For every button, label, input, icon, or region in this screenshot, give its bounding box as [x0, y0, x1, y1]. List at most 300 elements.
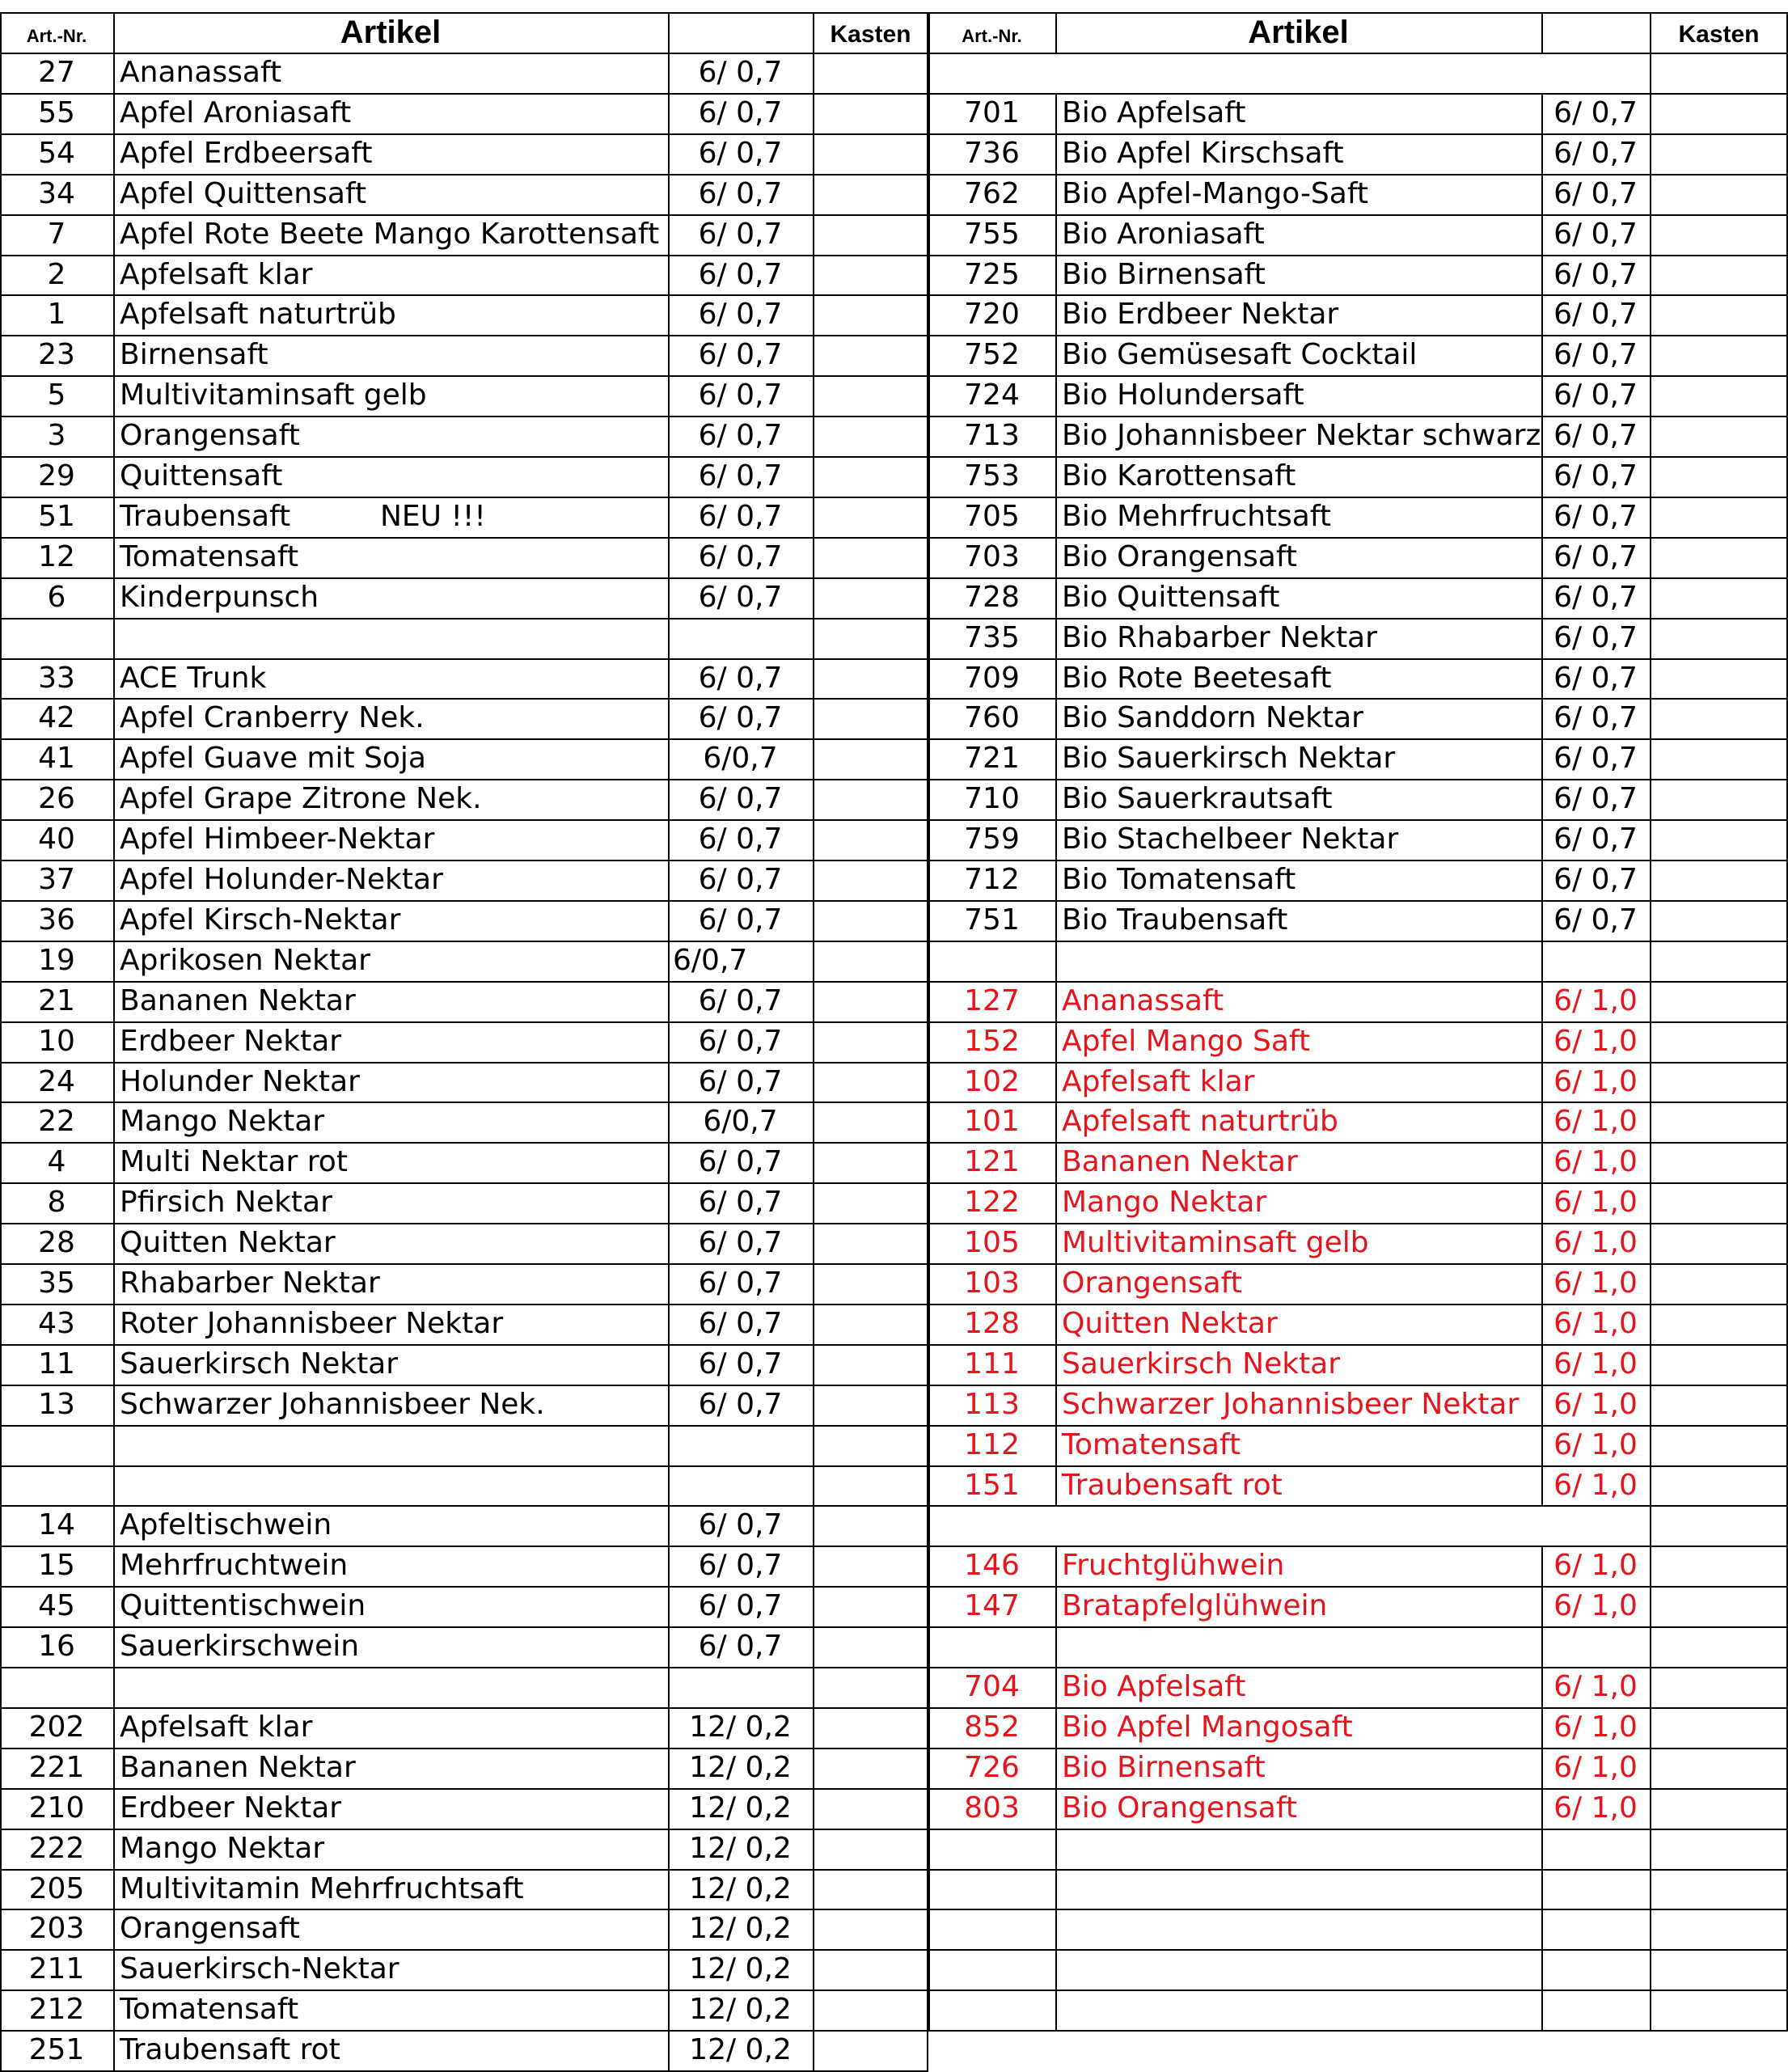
pack-cell [668, 1465, 813, 1506]
grid-line [1055, 214, 1057, 255]
pack-cell: 6/ 1,0 [1553, 1751, 1638, 1784]
art-nr-cell: 36 [38, 903, 75, 937]
grid-line [1055, 860, 1057, 900]
artikel-cell [1062, 53, 1540, 93]
art-nr-cell: 19 [38, 944, 75, 977]
pack-cell: 6/ 0,7 [1553, 338, 1638, 371]
art-nr-cell: 42 [38, 701, 75, 734]
pack-cell: 6/ 1,0 [1553, 1549, 1638, 1582]
pack-cell [1541, 941, 1650, 981]
artikel-cell: Apfelsaft naturtrüb [120, 298, 396, 331]
pack-cell: 6/ 0,7 [1553, 137, 1638, 170]
pack-cell: 6/ 1,0 [1553, 1065, 1638, 1098]
art-nr-cell [0, 618, 113, 658]
art-nr-cell: 728 [964, 581, 1020, 614]
art-nr-cell: 704 [964, 1670, 1020, 1703]
artikel-cell: Bananen Nektar [120, 1751, 356, 1784]
artikel-cell: Bio Sauerkrautsaft [1062, 782, 1333, 815]
pack-cell [1541, 1990, 1650, 2030]
artikel-cell: Bio Holundersaft [1062, 378, 1304, 412]
pack-cell: 6/ 0,7 [1553, 540, 1638, 573]
artikel-cell: Sauerkirsch Nektar [120, 1347, 399, 1381]
art-nr-cell: 24 [38, 1065, 75, 1098]
grid-line [813, 12, 814, 2070]
art-nr-cell: 759 [964, 822, 1020, 856]
art-nr-cell: 212 [28, 1993, 85, 2026]
art-nr-cell: 101 [964, 1105, 1020, 1138]
pack-cell: 12/ 0,2 [689, 1912, 792, 1945]
pack-cell: 6/ 0,7 [1553, 177, 1638, 210]
art-nr-cell: 111 [964, 1347, 1020, 1381]
header-artikel-right: Artikel [1248, 15, 1349, 50]
pack-cell: 6/ 1,0 [1553, 1428, 1638, 1461]
grid-line [113, 12, 115, 2070]
pack-cell [1541, 1909, 1650, 1949]
artikel-cell: Apfel Mango Saft [1062, 1025, 1311, 1058]
art-nr-cell: 211 [28, 1952, 85, 1985]
artikel-cell: Bio Apfelsaft [1062, 96, 1246, 129]
pack-cell [668, 1425, 813, 1465]
artikel-cell: Bio Tomatensaft [1062, 863, 1296, 896]
pack-cell: 6/ 0,7 [698, 903, 783, 937]
art-nr-cell: 112 [964, 1428, 1020, 1461]
pack-cell: 6/ 0,7 [1553, 298, 1638, 331]
pack-cell: 6/ 1,0 [1553, 984, 1638, 1017]
grid-line [1055, 819, 1057, 860]
pack-cell: 6/ 0,7 [1553, 218, 1638, 251]
art-nr-cell: 735 [964, 621, 1020, 654]
art-nr-cell: 709 [964, 662, 1020, 695]
pack-cell: 6/ 0,7 [1553, 621, 1638, 654]
pack-cell: 6/ 1,0 [1553, 1105, 1638, 1138]
artikel-cell: Bio Quittensaft [1062, 581, 1280, 614]
pack-cell [1541, 1869, 1650, 1909]
art-nr-cell: 720 [964, 298, 1020, 331]
pack-cell: 6/ 0,7 [698, 338, 783, 371]
art-nr-cell [928, 1949, 1055, 1990]
artikel-cell: Bio Traubensaft [1062, 903, 1288, 937]
pack-cell: 6/ 0,7 [698, 581, 783, 614]
artikel-cell: Rhabarber Nektar [120, 1266, 380, 1300]
pack-cell: 6/ 0,7 [1553, 782, 1638, 815]
artikel-cell: Ananassaft [120, 56, 282, 89]
pack-cell: 6/ 0,7 [698, 1508, 783, 1541]
grid-line [1055, 93, 1057, 133]
artikel-cell: Apfel Himbeer-Nektar [120, 822, 435, 856]
pack-cell: 6/ 0,7 [698, 662, 783, 695]
grid-line [1055, 1062, 1057, 1102]
grid-line [1055, 1586, 1057, 1626]
artikel-cell: Schwarzer Johannisbeer Nek. [120, 1388, 545, 1421]
art-nr-cell: 4 [47, 1145, 66, 1178]
artikel-cell: Mango Nektar [120, 1832, 325, 1865]
pack-cell: 6/ 0,7 [698, 218, 783, 251]
pack-cell: 6/ 1,0 [1553, 1791, 1638, 1825]
art-nr-cell: 210 [28, 1791, 85, 1825]
grid-line [1055, 1263, 1057, 1304]
artikel-cell: Apfel Holunder-Nektar [120, 863, 443, 896]
art-nr-cell [928, 1909, 1055, 1949]
artikel-cell: Apfel Aroniasaft [120, 96, 352, 129]
pack-cell: 6/ 0,7 [698, 177, 783, 210]
grid-line [1055, 375, 1057, 416]
pack-cell: 6/ 1,0 [1553, 1469, 1638, 1502]
art-nr-cell: 27 [38, 56, 75, 89]
art-nr-cell: 147 [964, 1589, 1020, 1622]
art-nr-cell: 221 [28, 1751, 85, 1784]
pack-cell: 6/ 0,7 [1553, 378, 1638, 412]
pack-cell: 12/ 0,2 [689, 1710, 792, 1744]
pack-cell: 6/ 0,7 [698, 1388, 783, 1421]
artikel-cell: Apfel Cranberry Nek. [120, 701, 425, 734]
artikel-cell: Apfelsaft klar [1062, 1065, 1255, 1098]
artikel-cell [1062, 1869, 1540, 1909]
artikel-cell: Pfirsich Nektar [120, 1186, 332, 1219]
artikel-cell: Mango Nektar [120, 1105, 325, 1138]
artikel-cell: Bio Birnensaft [1062, 1751, 1266, 1784]
artikel-cell: Birnensaft [120, 338, 268, 371]
pack-cell: 6/ 0,7 [1553, 419, 1638, 452]
pack-cell: 6/ 0,7 [698, 701, 783, 734]
grid-line [1055, 1909, 1057, 1949]
pack-cell: 6/ 0,7 [698, 500, 783, 533]
pack-cell: 6/ 0,7 [698, 378, 783, 412]
art-nr-cell: 21 [38, 984, 75, 1017]
grid-line [1055, 1465, 1057, 1506]
header-art-nr-right: Art.-Nr. [962, 26, 1022, 46]
pack-cell: 6/ 0,7 [698, 822, 783, 856]
artikel-cell: Multivitaminsaft gelb [120, 378, 427, 412]
pack-cell: 6/ 0,7 [698, 782, 783, 815]
grid-line [1055, 981, 1057, 1021]
grid-line [1055, 174, 1057, 214]
art-nr-cell: 23 [38, 338, 75, 371]
pack-cell: 6/ 0,7 [1553, 903, 1638, 937]
grid-line [1055, 1990, 1057, 2030]
pack-cell: 6/ 0,7 [698, 419, 783, 452]
art-nr-cell: 37 [38, 863, 75, 896]
artikel-cell: Bio Apfel Mangosaft [1062, 1710, 1353, 1744]
pack-cell: 6/ 0,7 [1553, 701, 1638, 734]
grid-line [1055, 1385, 1057, 1425]
pack-cell: 12/ 0,2 [689, 1952, 792, 1985]
art-nr-cell: 762 [964, 177, 1020, 210]
art-nr-cell [928, 1869, 1055, 1909]
pack-cell: 6/ 0,7 [698, 1347, 783, 1381]
art-nr-cell: 710 [964, 782, 1020, 815]
pack-cell: 6/ 1,0 [1553, 1710, 1638, 1744]
artikel-cell: Bio Apfel-Mango-Saft [1062, 177, 1369, 210]
art-nr-cell: 8 [47, 1186, 66, 1219]
art-nr-cell: 34 [38, 177, 75, 210]
pack-cell: 6/ 0,7 [698, 1186, 783, 1219]
grid-line [1055, 900, 1057, 941]
artikel-cell: Bananen Nektar [120, 984, 356, 1017]
grid-line [1055, 1626, 1057, 1667]
art-nr-cell: 721 [964, 742, 1020, 775]
art-nr-cell [928, 1829, 1055, 1869]
artikel-cell: Sauerkirsch Nektar [1062, 1347, 1341, 1381]
pack-cell: 6/ 1,0 [1553, 1186, 1638, 1219]
pack-cell: 6/ 0,7 [698, 298, 783, 331]
art-nr-cell: 852 [964, 1710, 1020, 1744]
artikel-cell: Erdbeer Nektar [120, 1791, 342, 1825]
pack-cell: 6/ 0,7 [698, 258, 783, 291]
art-nr-cell: 15 [38, 1549, 75, 1582]
art-nr-cell [0, 1465, 113, 1506]
art-nr-cell: 151 [964, 1469, 1020, 1502]
artikel-cell: Quittensaft [120, 459, 283, 493]
header-kasten-left: Kasten [830, 21, 911, 48]
artikel-cell: Bio Karottensaft [1062, 459, 1296, 493]
art-nr-cell [0, 1667, 113, 1707]
grid-line [1055, 1304, 1057, 1344]
grid-line [1055, 1667, 1057, 1707]
pack-cell: 6/ 0,7 [1553, 500, 1638, 533]
art-nr-cell: 705 [964, 500, 1020, 533]
header-art-nr-left: Art.-Nr. [26, 26, 87, 46]
pack-cell: 6/ 0,7 [1553, 742, 1638, 775]
art-nr-cell: 205 [28, 1872, 85, 1905]
art-nr-cell: 725 [964, 258, 1020, 291]
grid-line [1055, 779, 1057, 819]
art-nr-cell: 45 [38, 1589, 75, 1622]
grid-line [1055, 1102, 1057, 1142]
artikel-cell: Bio Sauerkirsch Nektar [1062, 742, 1396, 775]
artikel-cell: Orangensaft [120, 1912, 300, 1945]
art-nr-cell [0, 1425, 113, 1465]
art-nr-cell: 203 [28, 1912, 85, 1945]
art-nr-cell: 121 [964, 1145, 1020, 1178]
grid-line [1055, 941, 1057, 981]
artikel-cell: Bio Apfelsaft [1062, 1670, 1246, 1703]
grid-line [928, 2030, 1788, 2032]
pack-cell: 6/ 0,7 [698, 1630, 783, 1663]
artikel-cell: Apfeltischwein [120, 1508, 332, 1541]
art-nr-cell: 713 [964, 419, 1020, 452]
pack-cell: 6/ 0,7 [698, 1589, 783, 1622]
art-nr-cell: 127 [964, 984, 1020, 1017]
art-nr-cell: 202 [28, 1710, 85, 1744]
grid-line [1055, 1707, 1057, 1748]
art-nr-cell: 736 [964, 137, 1020, 170]
artikel-cell: ACE Trunk [120, 662, 267, 695]
grid-line [1055, 456, 1057, 497]
art-nr-cell: 28 [38, 1226, 75, 1259]
pack-cell: 6/ 0,7 [698, 863, 783, 896]
pack-cell: 6/ 0,7 [698, 1307, 783, 1340]
art-nr-cell: 701 [964, 96, 1020, 129]
art-nr-cell [928, 1990, 1055, 2030]
artikel-cell: Holunder Nektar [120, 1065, 360, 1098]
grid-line [1055, 658, 1057, 699]
art-nr-cell [928, 941, 1055, 981]
artikel-cell [1062, 1829, 1540, 1869]
pack-cell: 6/ 1,0 [1553, 1025, 1638, 1058]
pack-cell: 12/ 0,2 [689, 2033, 792, 2066]
art-nr-cell: 35 [38, 1266, 75, 1300]
artikel-cell: Multivitamin Mehrfruchtsaft [120, 1872, 524, 1905]
pack-cell: 6/ 0,7 [698, 96, 783, 129]
pack-cell: 6/ 0,7 [1553, 459, 1638, 493]
artikel-cell: Apfel Rote Beete Mango Karottensaft [120, 218, 660, 251]
artikel-cell: Traubensaft rot [120, 2033, 340, 2066]
artikel-cell: Bio Rote Beetesaft [1062, 662, 1332, 695]
art-nr-cell: 751 [964, 903, 1020, 937]
art-nr-cell: 16 [38, 1630, 75, 1663]
grid-line [1055, 1869, 1057, 1909]
art-nr-cell: 51 [38, 500, 75, 533]
artikel-cell: Mehrfruchtwein [120, 1549, 349, 1582]
pack-cell: 6/ 1,0 [1553, 1226, 1638, 1259]
artikel-cell [120, 1667, 666, 1707]
art-nr-cell: 753 [964, 459, 1020, 493]
pack-cell [1541, 1626, 1650, 1667]
art-nr-cell: 222 [28, 1832, 85, 1865]
artikel-cell: Traubensaft rot [1062, 1469, 1283, 1502]
grid-line [1055, 416, 1057, 456]
art-nr-cell [928, 1505, 1055, 1546]
grid-line [1055, 294, 1057, 335]
artikel-cell: Orangensaft [1062, 1266, 1242, 1300]
pack-cell [1541, 1505, 1650, 1546]
pack-cell: 6/ 0,7 [698, 1145, 783, 1178]
art-nr-cell: 724 [964, 378, 1020, 412]
artikel-cell: Quitten Nektar [120, 1226, 336, 1259]
artikel-cell: Bio Apfel Kirschsaft [1062, 137, 1344, 170]
art-nr-cell: 752 [964, 338, 1020, 371]
artikel-cell: Bio Sanddorn Nektar [1062, 701, 1363, 734]
artikel-cell [1062, 1949, 1540, 1990]
pack-cell: 6/0,7 [673, 944, 748, 977]
artikel-cell: Fruchtglühwein [1062, 1549, 1285, 1582]
art-nr-cell: 40 [38, 822, 75, 856]
pack-cell: 6/ 0,7 [698, 1025, 783, 1058]
pack-cell: 6/ 0,7 [698, 984, 783, 1017]
artikel-cell: Tomatensaft [1062, 1428, 1241, 1461]
artikel-cell [1062, 1990, 1540, 2030]
pack-cell [668, 618, 813, 658]
pack-cell [668, 1667, 813, 1707]
grid-line [1055, 1182, 1057, 1223]
grid-line [1055, 1425, 1057, 1465]
pack-cell: 6/0,7 [703, 1105, 778, 1138]
grid-line [1055, 335, 1057, 375]
art-nr-cell: 14 [38, 1508, 75, 1541]
art-nr-cell: 122 [964, 1186, 1020, 1219]
artikel-cell [120, 618, 666, 658]
pack-cell: 6/ 0,7 [698, 56, 783, 89]
grid-line [1055, 1748, 1057, 1788]
pack-cell: 6/ 0,7 [1553, 581, 1638, 614]
artikel-cell: Tomatensaft [120, 1993, 299, 2026]
artikel-cell: Apfel Quittensaft [120, 177, 367, 210]
grid-line [1541, 12, 1543, 53]
artikel-cell: Roter Johannisbeer Nektar [120, 1307, 504, 1340]
artikel-cell: Apfel Grape Zitrone Nek. [120, 782, 482, 815]
art-nr-cell [928, 53, 1055, 93]
grid-line [1055, 1788, 1057, 1829]
pack-cell: 6/ 1,0 [1553, 1589, 1638, 1622]
pack-cell: 6/ 1,0 [1553, 1266, 1638, 1300]
artikel-cell: Traubensaft [120, 500, 291, 533]
art-nr-cell: 803 [964, 1791, 1020, 1825]
art-nr-cell: 726 [964, 1751, 1020, 1784]
artikel-cell: Bio Stachelbeer Nektar [1062, 822, 1399, 856]
pack-cell: 6/ 0,7 [698, 1266, 783, 1300]
grid-line [1055, 738, 1057, 779]
artikel-cell [1062, 1909, 1540, 1949]
artikel-cell: Bio Gemüsesaft Cocktail [1062, 338, 1418, 371]
pack-cell: 6/ 0,7 [698, 1065, 783, 1098]
artikel-cell: Sauerkirsch-Nektar [120, 1952, 399, 1985]
art-nr-cell: 712 [964, 863, 1020, 896]
grid-line [1055, 1142, 1057, 1182]
artikel-cell [1062, 941, 1540, 981]
pack-cell: 12/ 0,2 [689, 1791, 792, 1825]
pack-cell: 6/ 0,7 [698, 1549, 783, 1582]
art-nr-cell: 54 [38, 137, 75, 170]
art-nr-cell [928, 1626, 1055, 1667]
art-nr-cell: 146 [964, 1549, 1020, 1582]
art-nr-cell: 43 [38, 1307, 75, 1340]
artikel-cell: Apfelsaft naturtrüb [1062, 1105, 1338, 1138]
art-nr-cell: 29 [38, 459, 75, 493]
pack-cell [1541, 1829, 1650, 1869]
artikel-cell [120, 1425, 666, 1465]
grid-line [1055, 698, 1057, 738]
artikel-cell: Aprikosen Nektar [120, 944, 370, 977]
artikel-cell [120, 1465, 666, 1506]
pack-cell: 6/ 0,7 [1553, 96, 1638, 129]
header-artikel-left: Artikel [340, 15, 442, 50]
pack-cell: 6/ 0,7 [698, 540, 783, 573]
artikel-cell: Bio Johannisbeer Nektar schwarz [1062, 419, 1541, 452]
art-nr-cell: 152 [964, 1025, 1020, 1058]
pack-cell: 6/ 1,0 [1553, 1388, 1638, 1421]
art-nr-cell: 13 [38, 1388, 75, 1421]
art-nr-cell: 1 [47, 298, 66, 331]
art-nr-cell: 33 [38, 662, 75, 695]
art-nr-cell: 105 [964, 1226, 1020, 1259]
pack-cell: 6/ 0,7 [1553, 258, 1638, 291]
pack-cell: 12/ 0,2 [689, 1872, 792, 1905]
art-nr-cell: 3 [47, 419, 66, 452]
artikel-cell: Bratapfelglühwein [1062, 1589, 1328, 1622]
art-nr-cell: 7 [47, 218, 66, 251]
grid-line [1055, 1223, 1057, 1263]
artikel-cell: Multivitaminsaft gelb [1062, 1226, 1369, 1259]
grid-line [1055, 497, 1057, 537]
grid-line [1055, 537, 1057, 577]
pack-cell: 6/ 0,7 [1553, 662, 1638, 695]
artikel-cell: Bio Aroniasaft [1062, 218, 1265, 251]
artikel-cell: Apfelsaft klar [120, 1710, 313, 1744]
art-nr-cell: 41 [38, 742, 75, 775]
pack-cell: 6/ 0,7 [698, 459, 783, 493]
pack-cell: 12/ 0,2 [689, 1832, 792, 1865]
art-nr-cell: 103 [964, 1266, 1020, 1300]
artikel-cell: Tomatensaft [120, 540, 299, 573]
pack-cell: 6/ 0,7 [1553, 822, 1638, 856]
artikel-cell: Quitten Nektar [1062, 1307, 1278, 1340]
artikel-cell: Bio Birnensaft [1062, 258, 1266, 291]
pack-cell [1541, 1949, 1650, 1990]
grid-line [1055, 1949, 1057, 1990]
artikel-cell: Quittentischwein [120, 1589, 366, 1622]
art-nr-cell: 6 [47, 581, 66, 614]
artikel-cell: Bananen Nektar [1062, 1145, 1298, 1178]
